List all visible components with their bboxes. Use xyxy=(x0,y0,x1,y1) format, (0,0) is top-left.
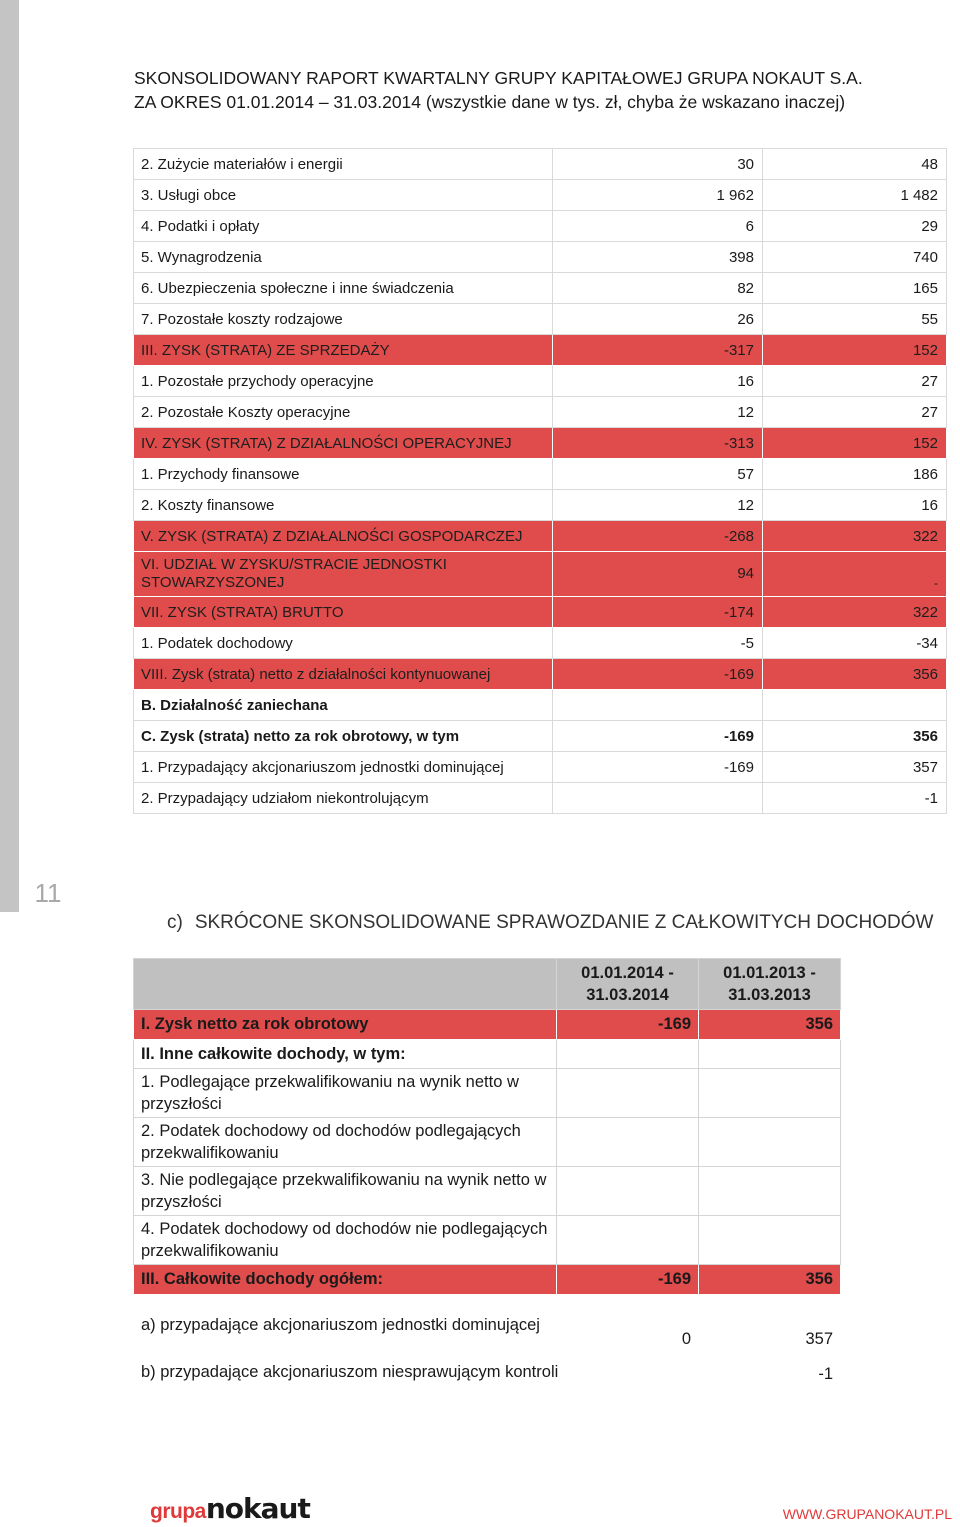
row-label: VII. ZYSK (STRATA) BRUTTO xyxy=(134,597,553,628)
value-2013: 322 xyxy=(763,521,947,552)
table-header-row xyxy=(134,959,841,1010)
table-row-highlight xyxy=(134,428,947,459)
table-row xyxy=(134,628,947,659)
table-row xyxy=(134,397,947,428)
table-row xyxy=(134,1040,841,1069)
row-label: 4. Podatki i opłaty xyxy=(134,211,553,242)
table-row-highlight xyxy=(134,1265,841,1295)
table-row xyxy=(134,1295,841,1356)
row-label: 3. Usługi obce xyxy=(134,180,553,211)
table-row-highlight xyxy=(134,552,947,597)
value-2013: 356 xyxy=(699,1010,841,1040)
table-row xyxy=(134,783,947,814)
value-2014 xyxy=(557,1167,699,1216)
report-period: ZA OKRES 01.01.2014 – 31.03.2014 (wszystkie dane w tys. zł, chyba że wskazano inaczej) xyxy=(134,92,846,112)
row-label: VIII. Zysk (strata) netto z działalności kontynuowanej xyxy=(134,659,553,690)
row-label: 2. Pozostałe Koszty operacyjne xyxy=(134,397,553,428)
value-2013: 165 xyxy=(763,273,947,304)
table-row-highlight xyxy=(134,659,947,690)
table-row-highlight xyxy=(134,521,947,552)
value-2013: 1 482 xyxy=(763,180,947,211)
section-prefix: c) xyxy=(167,912,183,933)
table-row xyxy=(134,1216,841,1265)
table-row-highlight xyxy=(134,335,947,366)
value-2014: 82 xyxy=(553,273,763,304)
value-2013: 357 xyxy=(805,1330,833,1348)
table-row xyxy=(134,304,947,335)
value-2013: -34 xyxy=(763,628,947,659)
table-row xyxy=(134,1118,841,1167)
column-header-2014: 01.01.2014 - 31.03.2014 xyxy=(557,959,699,1010)
value-2014: 12 xyxy=(553,490,763,521)
value-2013: 16 xyxy=(763,490,947,521)
row-label: VI. UDZIAŁ W ZYSKU/STRACIE JEDNOSTKI STOWARZYSZONEJ xyxy=(134,552,553,597)
value-2013: 152 xyxy=(763,428,947,459)
value-2014 xyxy=(553,690,763,721)
value-2013: 29 xyxy=(763,211,947,242)
value-2014: -317 xyxy=(553,335,763,366)
report-header xyxy=(134,66,863,114)
row-label: 6. Ubezpieczenia społeczne i inne świadczenia xyxy=(134,273,553,304)
row-label: III. Całkowite dochody ogółem: xyxy=(134,1265,557,1295)
value-2013: 356 xyxy=(763,721,947,752)
row-label: V. ZYSK (STRATA) Z DZIAŁALNOŚCI GOSPODARCZEJ xyxy=(134,521,553,552)
row-label: 7. Pozostałe koszty rodzajowe xyxy=(134,304,553,335)
table-row xyxy=(134,242,947,273)
value-2013: 27 xyxy=(763,397,947,428)
table-row xyxy=(134,459,947,490)
value-2013: 356 xyxy=(699,1265,841,1295)
row-label: 1. Przychody finansowe xyxy=(134,459,553,490)
row-label: b) przypadające akcjonariuszom niesprawującym kontroli xyxy=(141,1362,559,1381)
value-2014: -174 xyxy=(553,597,763,628)
value-2013 xyxy=(699,1216,841,1265)
value-2013: 186 xyxy=(763,459,947,490)
row-label: C. Zysk (strata) netto za rok obrotowy, w tym xyxy=(134,721,553,752)
row-label: IV. ZYSK (STRATA) Z DZIAŁALNOŚCI OPERACYJNEJ xyxy=(134,428,553,459)
value-2014: 16 xyxy=(553,366,763,397)
table-row xyxy=(134,721,947,752)
row-label: I. Zysk netto za rok obrotowy xyxy=(134,1010,557,1040)
value-2014: 398 xyxy=(553,242,763,273)
row-label: 2. Podatek dochodowy od dochodów podlegających przekwalifikowaniu xyxy=(134,1118,557,1167)
table-row xyxy=(134,690,947,721)
website-url[interactable]: WWW.GRUPANOKAUT.PL xyxy=(782,1506,952,1522)
row-label: III. ZYSK (STRATA) ZE SPRZEDAŻY xyxy=(134,335,553,366)
value-2014: -169 xyxy=(553,721,763,752)
value-2014: 94 xyxy=(553,552,763,597)
company-logo xyxy=(150,1492,310,1525)
sidebar-bar xyxy=(0,0,19,912)
row-label: 3. Nie podlegające przekwalifikowaniu na wynik netto w przyszłości xyxy=(134,1167,557,1216)
row-label: 2. Przypadający udziałom niekontrolującym xyxy=(134,783,553,814)
value-2014: 1 962 xyxy=(553,180,763,211)
row-label: II. Inne całkowite dochody, w tym: xyxy=(134,1040,557,1069)
value-2014 xyxy=(553,783,763,814)
row-label: 2. Koszty finansowe xyxy=(134,490,553,521)
table-row-highlight xyxy=(134,597,947,628)
row-label: 1. Podlegające przekwalifikowaniu na wynik netto w przyszłości xyxy=(134,1069,557,1118)
table-row xyxy=(134,180,947,211)
value-2013: -1 xyxy=(763,783,947,814)
value-2014: -169 xyxy=(553,752,763,783)
value-2013 xyxy=(699,1069,841,1118)
table-row xyxy=(134,273,947,304)
table-row xyxy=(134,1167,841,1216)
value-2013 xyxy=(699,1040,841,1069)
value-2014 xyxy=(557,1040,699,1069)
value-2013: 27 xyxy=(763,366,947,397)
value-2014: 6 xyxy=(553,211,763,242)
header-blank-cell xyxy=(134,959,557,1010)
value-2013: 357 xyxy=(763,752,947,783)
value-2013: 55 xyxy=(763,304,947,335)
row-label: a) przypadające akcjonariuszom jednostki dominującej xyxy=(141,1316,540,1334)
table-row xyxy=(134,1356,841,1389)
value-2014: 30 xyxy=(553,149,763,180)
table-row xyxy=(134,366,947,397)
value-2013: - xyxy=(763,552,947,597)
value-2013: 152 xyxy=(763,335,947,366)
value-2014 xyxy=(557,1118,699,1167)
value-2013 xyxy=(763,690,947,721)
row-label: 1. Podatek dochodowy xyxy=(134,628,553,659)
income-statement-table xyxy=(133,148,947,814)
value-2014 xyxy=(557,1069,699,1118)
value-2014: -268 xyxy=(553,521,763,552)
row-label: 5. Wynagrodzenia xyxy=(134,242,553,273)
value-2013 xyxy=(699,1167,841,1216)
logo-text-nokaut: nokaut xyxy=(205,1492,310,1525)
value-2014: -313 xyxy=(553,428,763,459)
page-number: 11 xyxy=(34,878,62,908)
value-2013: -1 xyxy=(818,1365,833,1383)
table-row xyxy=(134,149,947,180)
row-label: 2. Zużycie materiałów i energii xyxy=(134,149,553,180)
row-label: 1. Przypadający akcjonariuszom jednostki dominującej xyxy=(134,752,553,783)
row-label: B. Działalność zaniechana xyxy=(134,690,553,721)
comprehensive-income-table xyxy=(133,958,841,1389)
value-2013: 740 xyxy=(763,242,947,273)
value-2014 xyxy=(557,1356,699,1389)
table-row xyxy=(134,490,947,521)
table-row xyxy=(134,752,947,783)
report-title: SKONSOLIDOWANY RAPORT KWARTALNY GRUPY KAPITAŁOWEJ GRUPA NOKAUT S.A. xyxy=(134,68,863,88)
row-label: 4. Podatek dochodowy od dochodów nie podlegających przekwalifikowaniu xyxy=(134,1216,557,1265)
column-header-2013: 01.01.2013 - 31.03.2013 xyxy=(699,959,841,1010)
value-2014: 0 xyxy=(681,1330,691,1348)
table-row-highlight xyxy=(134,1010,841,1040)
value-2014: -169 xyxy=(557,1265,699,1295)
value-2014: -169 xyxy=(553,659,763,690)
table-row xyxy=(134,211,947,242)
value-2014: 26 xyxy=(553,304,763,335)
value-2013: 322 xyxy=(763,597,947,628)
value-2014: -5 xyxy=(553,628,763,659)
value-2014 xyxy=(557,1216,699,1265)
section-title: SKRÓCONE SKONSOLIDOWANE SPRAWOZDANIE Z CAŁKOWITYCH DOCHODÓW xyxy=(194,912,934,933)
value-2014: 57 xyxy=(553,459,763,490)
value-2014: -169 xyxy=(557,1010,699,1040)
value-2013: 48 xyxy=(763,149,947,180)
table-row xyxy=(134,1069,841,1118)
value-2014: 12 xyxy=(553,397,763,428)
section-heading xyxy=(167,912,933,934)
row-label: 1. Pozostałe przychody operacyjne xyxy=(134,366,553,397)
value-2013 xyxy=(699,1118,841,1167)
value-2013: 356 xyxy=(763,659,947,690)
logo-text-grupa: grupa xyxy=(150,1500,206,1523)
